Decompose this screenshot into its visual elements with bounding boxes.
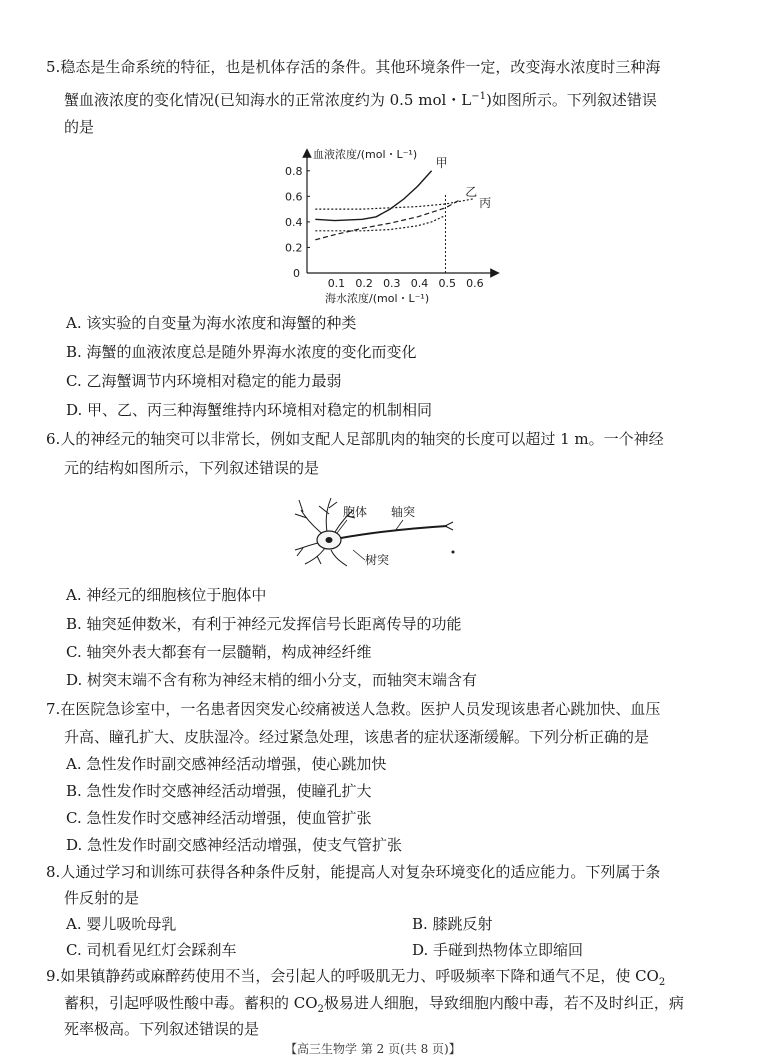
q9-co2-sub-2: 2: [317, 1004, 324, 1015]
y-tick-label: 0.6: [285, 190, 303, 204]
dendrite-leader: [353, 550, 365, 560]
y-tick-label: 0.8: [285, 164, 303, 178]
nucleus: [326, 537, 333, 543]
q5-option-a: A. 该实验的自变量为海水浓度和海蟹的种类: [66, 314, 357, 332]
q6-line1: [46, 429, 664, 449]
q6-option-c: C. 轴突外表大都套有一层髓鞘，构成神经纤维: [66, 643, 372, 661]
q7-option-b: B. 急性发作时交感神经活动增强，使瞳孔扩大: [66, 782, 372, 800]
label-dendrite: 树突: [365, 553, 390, 567]
q6-option-a: A. 神经元的细胞核位于胞体中: [66, 586, 267, 604]
q5-number: 5.: [46, 58, 61, 76]
q9-line2: [64, 993, 684, 1020]
q9-stem-line1a: 如果镇静药或麻醉药使用不当，会引起人的呼吸肌无力、呼吸频率下降和通气不足，使 CO: [60, 967, 659, 985]
x-tick-label: 0.4: [410, 277, 429, 290]
x-tick-label: 0.3: [383, 277, 401, 290]
q8-option-b: B. 膝跳反射: [412, 915, 493, 933]
q7-option-d: D. 急性发作时副交感神经活动增强，使支气管扩张: [66, 836, 403, 854]
series-line: [315, 199, 473, 209]
chart-ylabel: 血液浓度/(mol・L⁻¹): [313, 148, 418, 161]
q8-line2: 件反射的是: [64, 889, 140, 907]
q8-stem-line1: 人通过学习和训练可获得各种条件反射，能提高人对复杂环境变化的适应能力。下列属于条: [60, 863, 661, 881]
chart-xlabel: 海水浓度/(mol・L⁻¹): [325, 292, 430, 305]
q5-line1: [46, 57, 660, 77]
q6-option-b: B. 轴突延伸数米，有利于神经元发挥信号长距离传导的功能: [66, 615, 462, 633]
q5-option-c: C. 乙海蟹调节内环境相对稳定的能力最弱: [66, 372, 342, 390]
x-tick-label: 0.5: [438, 277, 456, 290]
q9-stem-line2b: 极易进人细胞，导致细胞内酸中毒，若不及时纠正，病: [323, 994, 684, 1012]
q7-line2: 升高、瞳孔扩大、皮肤湿冷。经过紧急处理，该患者的症状逐渐缓解。下列分析正确的是: [64, 728, 650, 746]
q9-line1: [46, 966, 665, 993]
y-tick-label: 0.2: [285, 241, 303, 255]
q5-stem-line1: 稳态是生命系统的特征，也是机体存活的条件。其他环境条件一定，改变海水浓度时三种海: [60, 58, 661, 76]
q5-option-d: D. 甲、乙、丙三种海蟹维持内环境相对稳定的机制相同: [66, 401, 433, 419]
q9-stem-line2a: 蓄积，引起呼吸性酸中毒。蓄积的 CO: [64, 994, 318, 1012]
q5-line3: 的是: [64, 118, 95, 136]
q5-option-b: B. 海蟹的血液浓度总是随外界海水浓度的变化而变化: [66, 343, 417, 361]
q5-stem-sup: −1: [471, 91, 487, 102]
page-footer: 【高三生物学 第 2 页(共 8 页)】: [285, 1042, 461, 1056]
label-soma: 胞体: [343, 505, 368, 519]
q8-option-a: A. 婴儿吸吮母乳: [66, 915, 177, 933]
x-tick-label: 0.6: [466, 277, 484, 290]
q9-co2-sub-1: 2: [658, 977, 666, 988]
series-label: 甲: [435, 155, 448, 170]
q7-option-c: C. 急性发作时交感神经活动增强，使血管扩张: [66, 809, 372, 827]
label-axon: 轴突: [391, 505, 416, 519]
q8-line1: [46, 862, 660, 882]
x-tick-label: 0.1: [327, 277, 346, 290]
q9-line3: 死率极高。下列叙述错误的是: [64, 1020, 260, 1038]
q5-line2: [64, 87, 657, 110]
dot-marker: [452, 551, 455, 554]
q5-stem-line2b: )如图所示。下列叙述错误: [486, 91, 657, 109]
series-line: [315, 171, 431, 221]
q7-line1: [46, 699, 660, 719]
q8-option-c: C. 司机看见红灯会踩刹车: [66, 941, 237, 959]
q7-number: 7.: [46, 700, 61, 718]
q6-line2: 元的结构如图所示，下列叙述错误的是: [64, 459, 320, 477]
q8-number: 8.: [46, 863, 61, 881]
q6-stem-line1: 人的神经元的轴突可以非常长，例如支配人足部肌肉的轴突的长度可以超过 1 m。一个神经: [60, 430, 664, 448]
q9-number: 9.: [46, 967, 61, 985]
q6-number: 6.: [46, 430, 61, 448]
series-label: 乙: [465, 185, 478, 200]
sea-crab-chart: [285, 143, 535, 308]
q5-stem-line2a: 蟹血液浓度的变化情况(已知海水的正常浓度约为 0.5 mol・L: [64, 91, 472, 109]
y-tick-label: 0.4: [285, 215, 303, 229]
q7-stem-line1: 在医院急诊室中，一名患者因突发心绞痛被送人急救。医护人员发现该患者心跳加快、血压: [60, 700, 661, 718]
q6-option-d: D. 树突末端不含有称为神经末梢的细小分支，而轴突末端含有: [66, 671, 478, 689]
neuron-diagram: [285, 488, 465, 568]
q7-option-a: A. 急性发作时副交感神经活动增强，使心跳加快: [66, 755, 387, 773]
series-label: 丙: [479, 195, 492, 210]
q8-option-d: D. 手碰到热物体立即缩回: [412, 941, 584, 959]
y-tick-label: 0: [293, 267, 300, 280]
x-tick-label: 0.2: [355, 277, 373, 290]
series-line: [315, 216, 445, 231]
axon: [341, 526, 447, 538]
